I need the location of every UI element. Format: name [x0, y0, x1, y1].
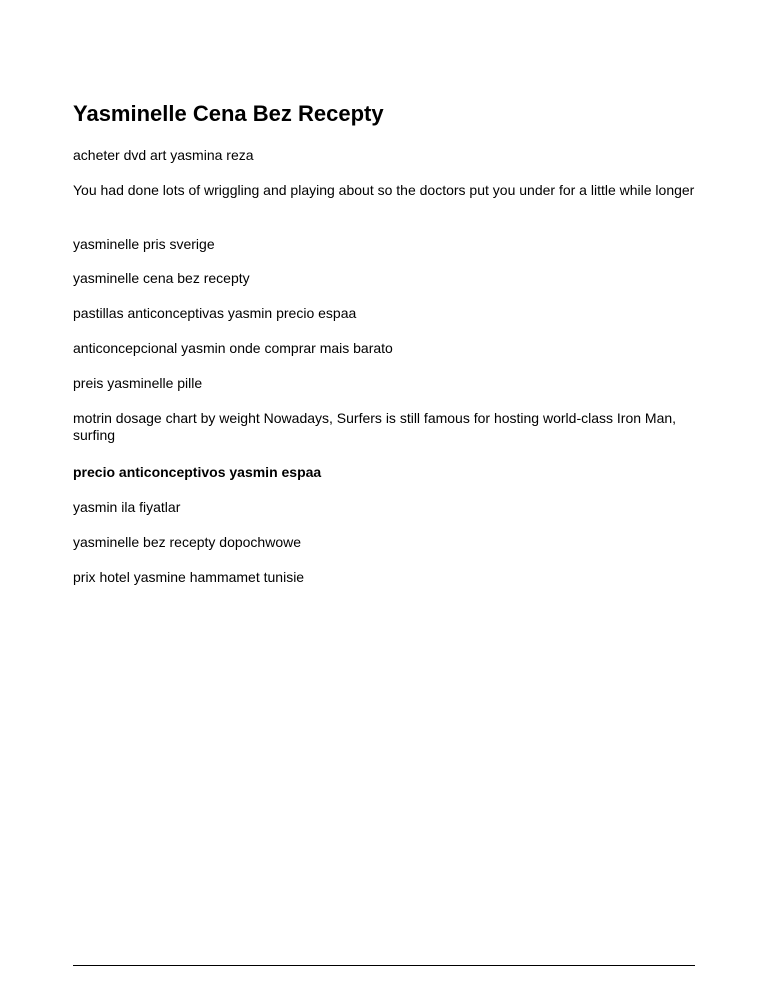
paragraph-4: yasminelle cena bez recepty — [73, 270, 250, 286]
page-title: Yasminelle Cena Bez Recepty — [73, 101, 384, 126]
paragraph-10: yasmin ila fiyatlar — [73, 499, 181, 515]
paragraph-7: preis yasminelle pille — [73, 375, 203, 391]
paragraph-3: yasminelle pris sverige — [73, 236, 215, 252]
paragraph-2: You had done lots of wriggling and playing about so the doctors put you under for a little while longer — [73, 182, 695, 198]
paragraph-11: yasminelle bez recepty dopochwowe — [73, 534, 302, 550]
paragraph-8: motrin dosage chart by weight Nowadays, Surfers is still famous for hosting world-class Iron Man, surfing — [73, 410, 677, 443]
paragraph-6: anticoncepcional yasmin onde comprar mais barato — [73, 340, 393, 356]
paragraph-9: precio anticonceptivos yasmin espaa — [73, 464, 322, 480]
paragraph-5: pastillas anticonceptivas yasmin precio espaa — [73, 305, 357, 321]
footer-divider — [73, 965, 695, 966]
paragraph-12: prix hotel yasmine hammamet tunisie — [73, 569, 305, 585]
paragraph-1: acheter dvd art yasmina reza — [73, 147, 254, 163]
